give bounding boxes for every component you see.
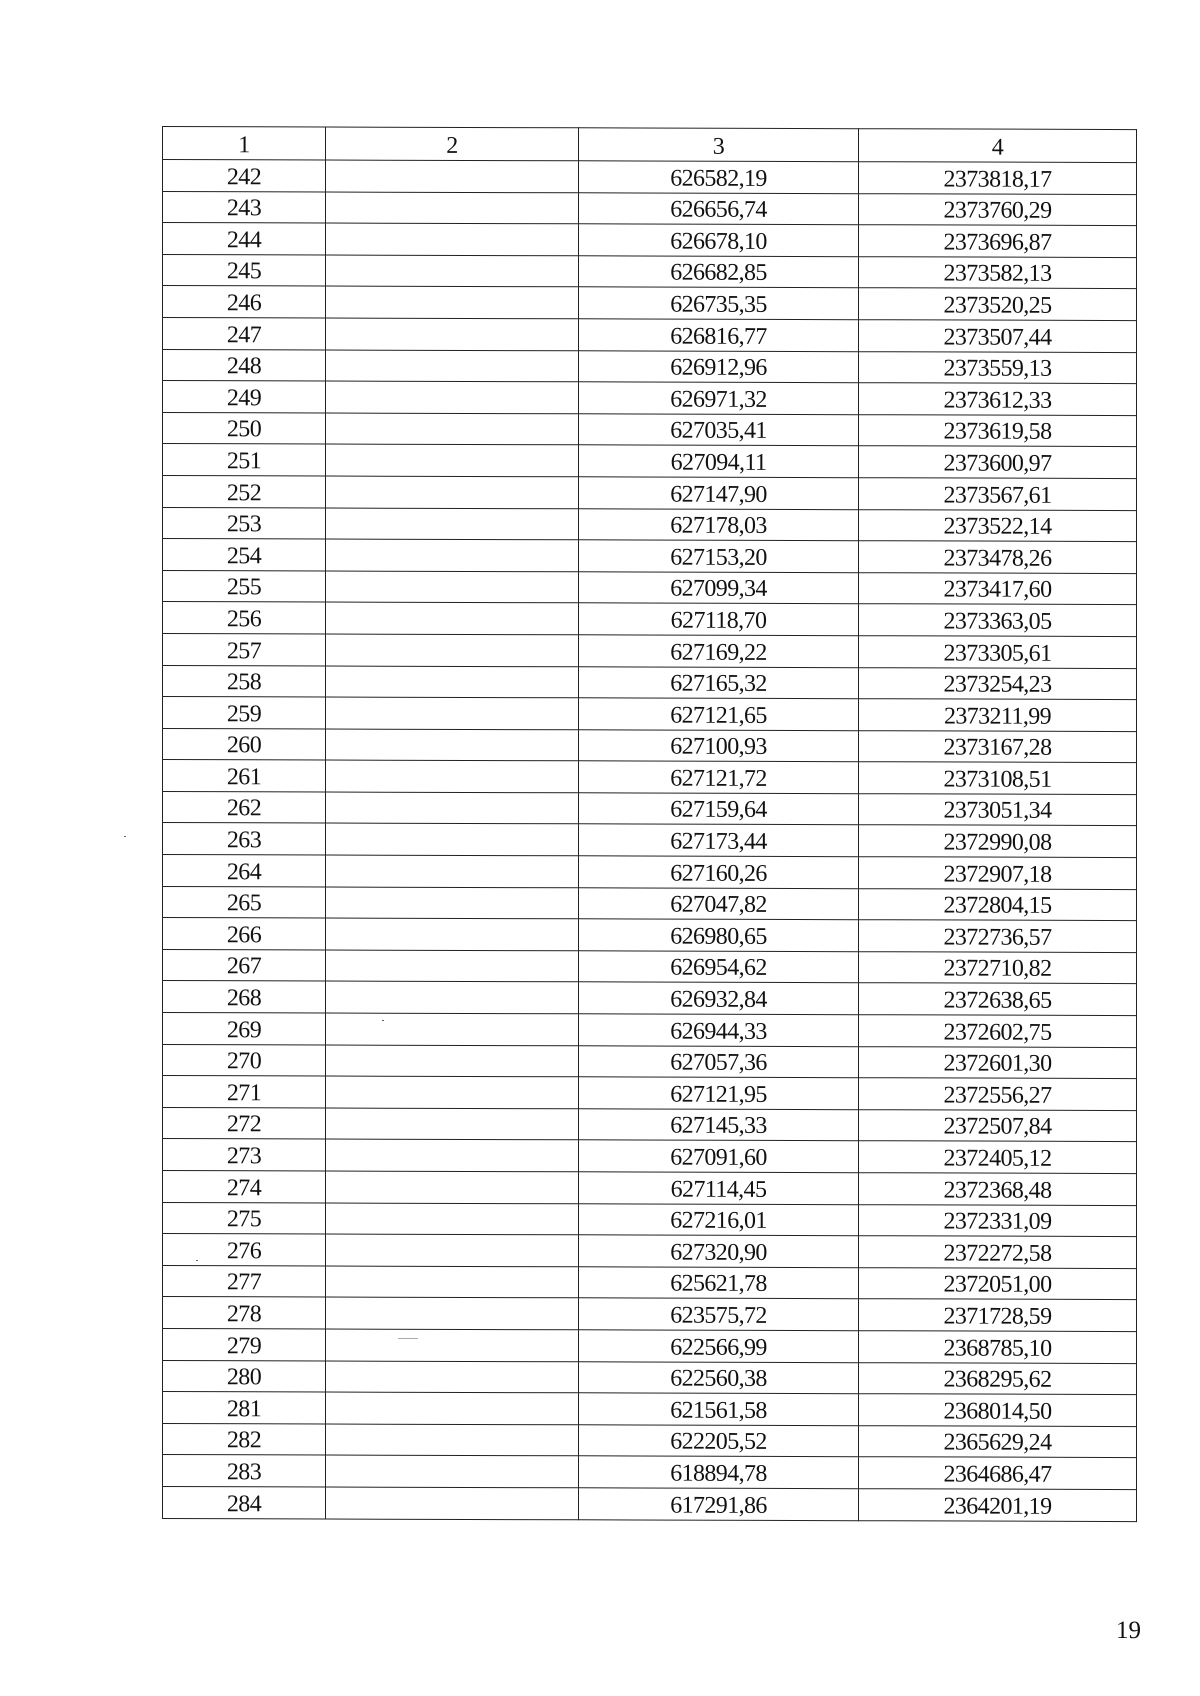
point-number-cell: 246 [163, 286, 326, 318]
table-row [163, 191, 1137, 226]
y-coordinate-cell: 2372990,08 [859, 825, 1137, 857]
description-cell [326, 1392, 579, 1424]
x-coordinate-cell: 627121,72 [579, 761, 859, 793]
description-cell [326, 1234, 579, 1266]
x-coordinate-cell: 617291,86 [579, 1488, 859, 1520]
coordinates-table [162, 126, 1137, 1522]
x-coordinate-cell: 626971,32 [579, 382, 859, 414]
page-number: 19 [1116, 1617, 1141, 1644]
y-coordinate-cell: 2372804,15 [859, 888, 1137, 920]
table-row [163, 1392, 1137, 1427]
table-row [163, 1076, 1137, 1111]
y-coordinate-cell: 2364686,47 [859, 1457, 1137, 1489]
description-cell [326, 444, 579, 476]
x-coordinate-cell: 618894,78 [579, 1456, 859, 1488]
description-cell [326, 1487, 579, 1519]
table-row [163, 855, 1137, 890]
description-cell [326, 381, 579, 413]
point-number-cell: 272 [163, 1107, 326, 1139]
x-coordinate-cell: 622560,38 [579, 1361, 859, 1393]
x-coordinate-cell: 626682,85 [579, 256, 859, 288]
point-number-cell: 284 [163, 1486, 326, 1518]
description-cell [326, 729, 579, 761]
y-coordinate-cell: 2373211,99 [859, 699, 1137, 731]
x-coordinate-cell: 626678,10 [579, 224, 859, 256]
y-coordinate-cell: 2373619,58 [859, 414, 1137, 446]
y-coordinate-cell: 2372507,84 [859, 1110, 1137, 1142]
y-coordinate-cell: 2373582,13 [859, 256, 1137, 288]
x-coordinate-cell: 626980,65 [579, 919, 859, 951]
point-number-cell: 260 [163, 728, 326, 760]
x-coordinate-cell: 627118,70 [579, 603, 859, 635]
description-cell [326, 571, 579, 603]
y-coordinate-cell: 2373254,23 [859, 667, 1137, 699]
x-coordinate-cell: 627178,03 [579, 508, 859, 540]
x-coordinate-cell: 623575,72 [579, 1298, 859, 1330]
description-cell [326, 697, 579, 729]
scan-speck [196, 1260, 198, 1261]
point-number-cell: 258 [163, 665, 326, 697]
point-number-cell: 267 [163, 949, 326, 981]
description-cell [326, 350, 579, 382]
y-coordinate-cell: 2372602,75 [859, 1015, 1137, 1047]
y-coordinate-cell: 2372907,18 [859, 857, 1137, 889]
x-coordinate-cell: 627091,60 [579, 1140, 859, 1172]
x-coordinate-cell: 627057,36 [579, 1045, 859, 1077]
point-number-cell: 249 [163, 381, 326, 413]
point-number-cell: 265 [163, 886, 326, 918]
table-row [163, 412, 1137, 447]
y-coordinate-cell: 2373108,51 [859, 762, 1137, 794]
point-number-cell: 277 [163, 1265, 326, 1297]
description-cell [326, 634, 579, 666]
y-coordinate-cell: 2372736,57 [859, 920, 1137, 952]
point-number-cell: 278 [163, 1297, 326, 1329]
y-coordinate-cell: 2372331,09 [859, 1204, 1137, 1236]
description-cell [326, 192, 579, 224]
table-row [163, 286, 1137, 321]
point-number-cell: 271 [163, 1076, 326, 1108]
table-row [163, 570, 1137, 605]
scan-speck [124, 836, 126, 837]
y-coordinate-cell: 2373612,33 [859, 383, 1137, 415]
point-number-cell: 276 [163, 1234, 326, 1266]
column-header-3: 3 [579, 128, 859, 162]
point-number-cell: 273 [163, 1139, 326, 1171]
table-row [163, 1297, 1137, 1332]
x-coordinate-cell: 626735,35 [579, 287, 859, 319]
x-coordinate-cell: 627035,41 [579, 414, 859, 446]
x-coordinate-cell: 626912,96 [579, 350, 859, 382]
description-cell [326, 1108, 579, 1140]
table-row [163, 317, 1137, 352]
x-coordinate-cell: 627047,82 [579, 887, 859, 919]
point-number-cell: 244 [163, 223, 326, 255]
table-row [163, 602, 1137, 637]
point-number-cell: 253 [163, 507, 326, 539]
point-number-cell: 255 [163, 570, 326, 602]
description-cell [326, 255, 579, 287]
x-coordinate-cell: 627320,90 [579, 1235, 859, 1267]
column-header-2: 2 [326, 127, 579, 161]
point-number-cell: 270 [163, 1044, 326, 1076]
description-cell [326, 413, 579, 445]
y-coordinate-cell: 2372051,00 [859, 1267, 1137, 1299]
table-row [163, 539, 1137, 574]
y-coordinate-cell: 2373507,44 [859, 320, 1137, 352]
point-number-cell: 248 [163, 349, 326, 381]
description-cell [326, 981, 579, 1013]
x-coordinate-cell: 626944,33 [579, 1014, 859, 1046]
x-coordinate-cell: 627216,01 [579, 1203, 859, 1235]
table-row [163, 1265, 1137, 1300]
table-row [163, 665, 1137, 700]
point-number-cell: 263 [163, 823, 326, 855]
y-coordinate-cell: 2368785,10 [859, 1331, 1137, 1363]
x-coordinate-cell: 627169,22 [579, 635, 859, 667]
table-row [163, 1455, 1137, 1490]
table-row [163, 1486, 1137, 1521]
y-coordinate-cell: 2373760,29 [859, 193, 1137, 225]
description-cell [326, 1203, 579, 1235]
point-number-cell: 262 [163, 791, 326, 823]
description-cell [326, 160, 579, 192]
description-cell [326, 1455, 579, 1487]
table-row [163, 918, 1137, 953]
point-number-cell: 251 [163, 444, 326, 476]
point-number-cell: 268 [163, 981, 326, 1013]
description-cell [326, 887, 579, 919]
scan-speck [398, 1338, 418, 1339]
x-coordinate-cell: 627100,93 [579, 729, 859, 761]
point-number-cell: 252 [163, 475, 326, 507]
x-coordinate-cell: 627121,65 [579, 698, 859, 730]
point-number-cell: 243 [163, 191, 326, 223]
y-coordinate-cell: 2372368,48 [859, 1173, 1137, 1205]
point-number-cell: 279 [163, 1328, 326, 1360]
table-row [163, 1107, 1137, 1142]
y-coordinate-cell: 2368014,50 [859, 1394, 1137, 1426]
description-cell [326, 223, 579, 255]
point-number-cell: 250 [163, 412, 326, 444]
description-cell [326, 666, 579, 698]
description-cell [326, 508, 579, 540]
point-number-cell: 256 [163, 602, 326, 634]
table-row [163, 1013, 1137, 1048]
x-coordinate-cell: 627147,90 [579, 477, 859, 509]
column-header-4: 4 [859, 129, 1137, 163]
point-number-cell: 274 [163, 1171, 326, 1203]
y-coordinate-cell: 2364201,19 [859, 1489, 1137, 1521]
table-row [163, 760, 1137, 795]
table-row [163, 1328, 1137, 1363]
description-cell [326, 918, 579, 950]
y-coordinate-cell: 2372601,30 [859, 1046, 1137, 1078]
y-coordinate-cell: 2373696,87 [859, 225, 1137, 257]
y-coordinate-cell: 2373167,28 [859, 730, 1137, 762]
y-coordinate-cell: 2372556,27 [859, 1078, 1137, 1110]
y-coordinate-cell: 2373478,26 [859, 541, 1137, 573]
y-coordinate-cell: 2372272,58 [859, 1236, 1137, 1268]
table-row [163, 728, 1137, 763]
table-row [163, 254, 1137, 289]
point-number-cell: 275 [163, 1202, 326, 1234]
point-number-cell: 261 [163, 760, 326, 792]
table-row [163, 381, 1137, 416]
description-cell [326, 476, 579, 508]
column-header-1: 1 [163, 127, 326, 161]
table-row [163, 160, 1137, 195]
description-cell [326, 602, 579, 634]
y-coordinate-cell: 2373567,61 [859, 478, 1137, 510]
y-coordinate-cell: 2373520,25 [859, 288, 1137, 320]
scan-speck [382, 1020, 384, 1021]
x-coordinate-cell: 627094,11 [579, 445, 859, 477]
y-coordinate-cell: 2372710,82 [859, 952, 1137, 984]
x-coordinate-cell: 622205,52 [579, 1425, 859, 1457]
point-number-cell: 283 [163, 1455, 326, 1487]
table-row [163, 1234, 1137, 1269]
x-coordinate-cell: 627145,33 [579, 1109, 859, 1141]
table-row [163, 475, 1137, 510]
table-row [163, 1044, 1137, 1079]
y-coordinate-cell: 2365629,24 [859, 1425, 1137, 1457]
table-row [163, 633, 1137, 668]
table-row [163, 1423, 1137, 1458]
description-cell [326, 1139, 579, 1171]
table-header [163, 127, 1137, 163]
description-cell [326, 286, 579, 318]
point-number-cell: 281 [163, 1392, 326, 1424]
table-row [163, 507, 1137, 542]
x-coordinate-cell: 627165,32 [579, 666, 859, 698]
x-coordinate-cell: 627099,34 [579, 572, 859, 604]
table-row [163, 1202, 1137, 1237]
x-coordinate-cell: 625621,78 [579, 1267, 859, 1299]
y-coordinate-cell: 2373417,60 [859, 572, 1137, 604]
description-cell [326, 539, 579, 571]
description-cell [326, 1297, 579, 1329]
x-coordinate-cell: 626932,84 [579, 982, 859, 1014]
y-coordinate-cell: 2372405,12 [859, 1141, 1137, 1173]
point-number-cell: 257 [163, 633, 326, 665]
point-number-cell: 247 [163, 317, 326, 349]
x-coordinate-cell: 627159,64 [579, 793, 859, 825]
y-coordinate-cell: 2373363,05 [859, 604, 1137, 636]
x-coordinate-cell: 627121,95 [579, 1077, 859, 1109]
table-row [163, 981, 1137, 1016]
point-number-cell: 254 [163, 539, 326, 571]
table-row [163, 791, 1137, 826]
x-coordinate-cell: 626656,74 [579, 192, 859, 224]
description-cell [326, 1171, 579, 1203]
description-cell [326, 792, 579, 824]
point-number-cell: 259 [163, 697, 326, 729]
table-row [163, 949, 1137, 984]
y-coordinate-cell: 2368295,62 [859, 1362, 1137, 1394]
y-coordinate-cell: 2373559,13 [859, 351, 1137, 383]
table-row [163, 1360, 1137, 1395]
description-cell [326, 1045, 579, 1077]
y-coordinate-cell: 2373305,61 [859, 636, 1137, 668]
point-number-cell: 245 [163, 254, 326, 286]
description-cell [326, 823, 579, 855]
point-number-cell: 282 [163, 1423, 326, 1455]
y-coordinate-cell: 2373818,17 [859, 162, 1137, 194]
description-cell [326, 1266, 579, 1298]
header-row [163, 127, 1137, 163]
y-coordinate-cell: 2373051,34 [859, 794, 1137, 826]
table-row [163, 886, 1137, 921]
x-coordinate-cell: 626582,19 [579, 161, 859, 193]
point-number-cell: 266 [163, 918, 326, 950]
table-row [163, 697, 1137, 732]
table-row [163, 444, 1137, 479]
x-coordinate-cell: 627114,45 [579, 1172, 859, 1204]
x-coordinate-cell: 626816,77 [579, 319, 859, 351]
description-cell [326, 1076, 579, 1108]
point-number-cell: 242 [163, 160, 326, 192]
x-coordinate-cell: 626954,62 [579, 951, 859, 983]
table-row [163, 823, 1137, 858]
point-number-cell: 280 [163, 1360, 326, 1392]
description-cell [326, 318, 579, 350]
description-cell [326, 1361, 579, 1393]
y-coordinate-cell: 2372638,65 [859, 983, 1137, 1015]
description-cell [326, 950, 579, 982]
x-coordinate-cell: 621561,58 [579, 1393, 859, 1425]
table-body [163, 160, 1137, 1522]
point-number-cell: 264 [163, 855, 326, 887]
y-coordinate-cell: 2371728,59 [859, 1299, 1137, 1331]
description-cell [326, 855, 579, 887]
point-number-cell: 269 [163, 1013, 326, 1045]
description-cell [326, 1424, 579, 1456]
x-coordinate-cell: 627153,20 [579, 540, 859, 572]
description-cell [326, 1329, 579, 1361]
x-coordinate-cell: 627160,26 [579, 856, 859, 888]
description-cell [326, 1013, 579, 1045]
y-coordinate-cell: 2373522,14 [859, 509, 1137, 541]
table-row [163, 1171, 1137, 1206]
description-cell [326, 760, 579, 792]
table-row [163, 223, 1137, 258]
table-row [163, 349, 1137, 384]
y-coordinate-cell: 2373600,97 [859, 446, 1137, 478]
x-coordinate-cell: 627173,44 [579, 824, 859, 856]
table-row [163, 1139, 1137, 1174]
x-coordinate-cell: 622566,99 [579, 1330, 859, 1362]
